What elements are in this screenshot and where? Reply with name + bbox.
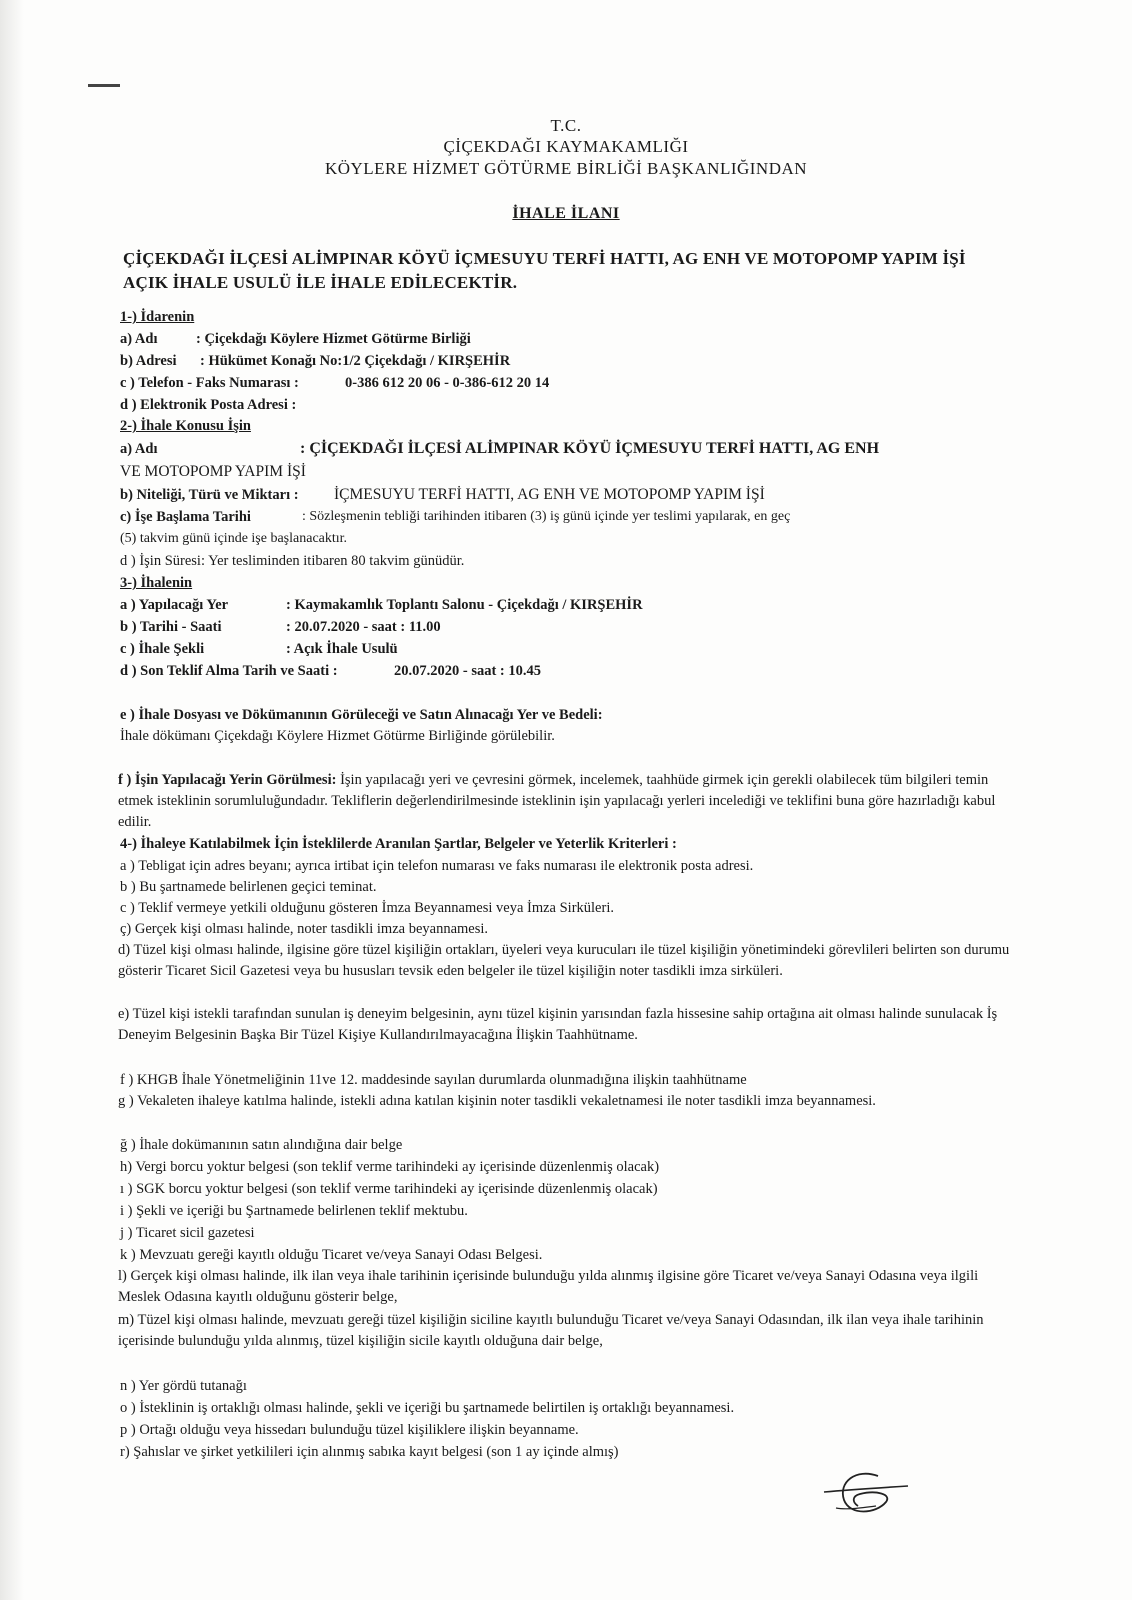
- section2-a-value: : ÇİÇEKDAĞI İLÇESİ ALİMPINAR KÖYÜ İÇMESUYU TERFİ HATTI, AG ENH: [300, 440, 880, 457]
- req-item-l: l) Gerçek kişi olması halinde, ilk ilan veya ihale tarihinin içerisinde bulunduğu yılda alınmış ilgisine göre Ticaret ve/veya Sanayi Odasına veya ilgili Meslek Odasına kayıtlı olduğunu gösterir belge,: [118, 1268, 979, 1305]
- req-item-r: r) Şahıslar ve şirket yetkilileri için alınmış sabıka kayıt belgesi (son 1 ay içinde almış): [120, 1444, 619, 1460]
- scan-edge-shadow: [0, 0, 24, 1600]
- section1-c-label: c ) Telefon - Faks Numarası :: [120, 375, 299, 391]
- section3-b-value: : 20.07.2020 - saat : 11.00: [286, 619, 441, 635]
- section2-a-value-cont: VE MOTOPOMP YAPIM İŞİ: [120, 463, 306, 480]
- req-item-m: m) Tüzel kişi olması halinde, mevzuatı gereği tüzel kişiliğin siciline kayıtlı bulunduğu Ticaret ve/veya Sanayi Odasından, ilk ilan veya ihale tarihinin içerisinde bulunduğu yılda alınmış, tüzel kişiliğin sicile kayıtlı olduğuna dair belge,: [118, 1312, 984, 1349]
- req-item-n: n ) Yer gördü tutanağı: [120, 1378, 247, 1394]
- section2-a-label: a) Adı: [120, 441, 158, 457]
- section2-b-value: İÇMESUYU TERFİ HATTI, AG ENH VE MOTOPOMP YAPIM İŞİ: [334, 486, 765, 503]
- req-item-a: a ) Tebligat için adres beyanı; ayrıca irtibat için telefon numarası ve faks numarası ile elektronik posta adresi.: [120, 858, 754, 874]
- section3-a-value: : Kaymakamlık Toplantı Salonu - Çiçekdağı / KIRŞEHİR: [286, 597, 643, 613]
- document-title: İHALE İLANI: [512, 205, 620, 222]
- req-item-e: e) Tüzel kişi istekli tarafından sunulan iş deneyim belgesinin, aynı tüzel kişinin yarısından fazla hissesine sahip ortağına ait olması halinde sunulacak İş Deneyim Belgesinin Başka Bir Tüzel Kişiye Kullandırılmayacağına İlişkin Taahhütname.: [118, 1006, 998, 1043]
- req-item-c: c ) Teklif vermeye yetkili olduğunu gösteren İmza Beyannamesi veya İmza Sirküleri.: [120, 900, 614, 916]
- req-item-b: b ) Bu şartnamede belirlenen geçici teminat.: [120, 879, 377, 895]
- section3-f-label: f ) İşin Yapılacağı Yerin Görülmesi:: [118, 772, 337, 788]
- section2-c-value-cont: (5) takvim günü içinde işe başlanacaktır.: [120, 531, 348, 546]
- req-item-d: d) Tüzel kişi olması halinde, ilgisine göre tüzel kişiliğin ortakları, üyeleri veya kurucuları ile tüzel kişiliğin yönetimindeki görevlileri belirten son durumu gösterir Ticaret Sicil Gazetesi veya bu hususları tevsik eden belgeler ile tüzel kişiliğin noter tasdikli imza sirküleri.: [118, 942, 1010, 979]
- req-item-k: k ) Mevzuatı gereği kayıtlı olduğu Ticaret ve/veya Sanayi Odası Belgesi.: [120, 1247, 543, 1263]
- section2-c-value: : Sözleşmenin tebliği tarihinden itibaren (3) iş günü içinde yer teslimi yapılarak, en geç: [302, 509, 791, 524]
- section3-c-label: c ) İhale Şekli: [120, 641, 205, 657]
- req-item-c-cedilla: ç) Gerçek kişi olması halinde, noter tasdikli imza beyannamesi.: [120, 921, 489, 937]
- req-item-o: o ) İsteklinin iş ortaklığı olması halinde, şekli ve içeriği bu şartnamede belirtilen iş ortaklığı beyannamesi.: [120, 1400, 735, 1416]
- section3-e-value: İhale dökümanı Çiçekdağı Köylere Hizmet Götürme Birliğinde görülebilir.: [120, 728, 555, 744]
- section1-b-label: b) Adresi: [120, 353, 177, 369]
- section3-a-label: a ) Yapılacağı Yer: [120, 597, 229, 613]
- section3-f-block: [118, 770, 1018, 833]
- section1-a-label: a) Adı: [120, 331, 158, 347]
- section3-d-label: d ) Son Teklif Alma Tarih ve Saati :: [120, 663, 338, 679]
- section1-b-value: : Hükümet Konağı No:1/2 Çiçekdağı / KIRŞEHİR: [200, 353, 511, 369]
- req-item-i-dotless: ı ) SGK borcu yoktur belgesi (son teklif verme tarihindeki ay içerisinde düzenlenmiş olacak): [120, 1181, 658, 1197]
- header-kaymakamlik: ÇİÇEKDAĞI KAYMAKAMLIĞI: [443, 137, 689, 156]
- req-item-j: j ) Ticaret sicil gazetesi: [120, 1225, 255, 1241]
- section3-f-value: İşin yapılacağı yeri ve çevresini görmek, incelemek, taahhüde girmek için gerekli olabilecek tüm bilgileri temin etmek isteklinin sorumluluğundadır. Tekliflerin değerlendirilmesinde isteklinin işin yapılacağı yerleri incelediği ve teklifini buna göre hazırladığı kabul edilir.: [118, 772, 996, 830]
- header-tc: T.C.: [550, 116, 582, 135]
- section4-heading: 4-) İhaleye Katılabilmek İçin İsteklilerde Aranılan Şartlar, Belgeler ve Yeterlik Kriterleri :: [120, 836, 677, 852]
- section1-heading: 1-) İdarenin: [120, 309, 195, 325]
- section2-d-text: d ) İşin Süresi: Yer tesliminden itibaren 80 takvim günüdür.: [120, 553, 465, 569]
- handwritten-signature: [816, 1462, 916, 1522]
- req-item-p: p ) Ortağı olduğu veya hissedarı bulunduğu tüzel kişiliklere ilişkin beyanname.: [120, 1422, 579, 1438]
- section3-c-value: : Açık İhale Usulü: [286, 641, 398, 657]
- req-item-h: h) Vergi borcu yoktur belgesi (son teklif verme tarihindeki ay içerisinde düzenlenmiş olacak): [120, 1159, 660, 1175]
- section1-d-label: d ) Elektronik Posta Adresi :: [120, 397, 297, 413]
- section2-heading: 2-) İhale Konusu İşin: [120, 418, 251, 434]
- header-birlik: KÖYLERE HİZMET GÖTÜRME BİRLİĞİ BAŞKANLIĞINDAN: [324, 159, 808, 178]
- section3-b-label: b ) Tarihi - Saati: [120, 619, 222, 635]
- req-item-g: g ) Vekaleten ihaleye katılma halinde, istekli adına katılan kişinin noter tasdikli vekaletnamesi ile noter tasdikli imza beyannamesi.: [118, 1093, 876, 1109]
- req-item-g-breve: ğ ) İhale dokümanının satın alındığına dair belge: [120, 1137, 403, 1153]
- section3-d-value: 20.07.2020 - saat : 10.45: [394, 663, 542, 679]
- tender-subject: ÇİÇEKDAĞI İLÇESİ ALİMPINAR KÖYÜ İÇMESUYU TERFİ HATTI, AG ENH VE MOTOPOMP YAPIM İŞİ AÇIK İHALE USULÜ İLE İHALE EDİLECEKTİR.: [123, 249, 966, 292]
- section3-e-label: e ) İhale Dosyası ve Dökümanının Görüleceği ve Satın Alınacağı Yer ve Bedeli:: [120, 707, 603, 723]
- section3-heading: 3-) İhalenin: [120, 575, 193, 591]
- section1-a-value: : Çiçekdağı Köylere Hizmet Götürme Birliği: [196, 331, 471, 347]
- req-item-i: i ) Şekli ve içeriği bu Şartnamede belirlenen teklif mektubu.: [120, 1203, 468, 1219]
- req-item-f: f ) KHGB İhale Yönetmeliğinin 11ve 12. maddesinde sayılan durumlarda olunmadığına ilişkin taahhütname: [120, 1072, 747, 1088]
- section1-c-value: 0-386 612 20 06 - 0-386-612 20 14: [345, 375, 550, 391]
- section2-b-label: b) Niteliği, Türü ve Miktarı :: [120, 487, 299, 503]
- section2-c-label: c) İşe Başlama Tarihi: [120, 509, 251, 525]
- margin-mark: [88, 84, 120, 87]
